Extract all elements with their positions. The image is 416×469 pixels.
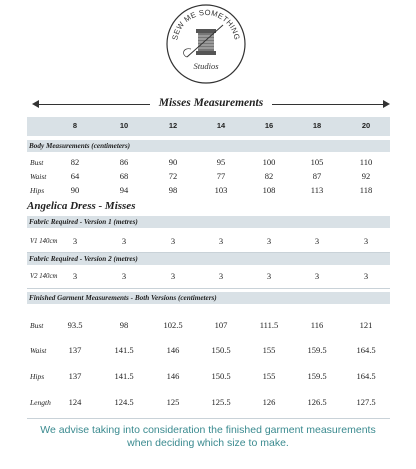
table-cell: 146	[166, 371, 180, 381]
table-cell: 3	[121, 236, 127, 246]
table-cell: 125	[166, 397, 180, 407]
table-cell: 3	[266, 236, 272, 246]
table-cell: 90	[70, 185, 80, 195]
table-cell: 98	[119, 320, 129, 330]
finished-heading-band	[27, 292, 390, 304]
table-cell: 107	[214, 320, 228, 330]
table-cell: 103	[214, 185, 228, 195]
table-cell: 110	[359, 157, 373, 167]
table-cell: 127.5	[356, 397, 376, 407]
table-cell: 3	[170, 271, 176, 281]
table-cell: 72	[168, 171, 178, 181]
row-label: Hips	[30, 186, 45, 195]
table-cell: 68	[119, 171, 129, 181]
size-header: 12	[168, 121, 178, 130]
table-cell: 146	[166, 345, 180, 355]
fabric-v2-heading-band	[27, 253, 390, 265]
table-cell: 159.5	[307, 371, 327, 381]
table-cell: 86	[119, 157, 129, 167]
table-cell: 150.5	[211, 371, 231, 381]
table-cell: 3	[266, 271, 272, 281]
size-header: 18	[312, 121, 322, 130]
table-cell: 3	[170, 236, 176, 246]
table-cell: 159.5	[307, 345, 327, 355]
table-cell: 3	[72, 271, 78, 281]
table-cell: 95	[216, 157, 226, 167]
table-cell: 105	[310, 157, 324, 167]
size-header: 14	[216, 121, 226, 130]
row-label: Length	[30, 398, 51, 407]
table-cell: 77	[216, 171, 226, 181]
table-cell: 3	[218, 236, 224, 246]
divider	[27, 418, 390, 419]
studio-logo	[165, 3, 247, 85]
logo-bottom-text: Studios	[193, 61, 219, 71]
table-cell: 150.5	[211, 345, 231, 355]
row-label: Bust	[30, 321, 44, 330]
size-header: 20	[361, 121, 371, 130]
logo-top-text: SEW ME SOMETHING	[170, 7, 242, 41]
table-cell: 82	[264, 171, 274, 181]
table-cell: 116	[310, 320, 324, 330]
fabric-v1-heading-band	[27, 216, 390, 228]
advice-note: We advise taking into consideration the finished garment measurements when deciding which size to make.	[40, 424, 376, 449]
table-cell: 98	[168, 185, 178, 195]
table-cell: 141.5	[114, 345, 134, 355]
body-measurements-heading-band	[27, 140, 390, 152]
table-cell: 118	[359, 185, 373, 195]
fabric-v1-heading: Fabric Required - Version 1 (metres)	[29, 218, 138, 226]
row-label: Bust	[30, 158, 44, 167]
divider	[27, 288, 390, 289]
table-cell: 3	[363, 271, 369, 281]
table-cell: 164.5	[356, 345, 376, 355]
table-cell: 3	[314, 271, 320, 281]
table-cell: 126	[262, 397, 276, 407]
table-cell: 93.5	[67, 320, 83, 330]
size-header: 16	[264, 121, 274, 130]
finished-heading: Finished Garment Measurements - Both Versions (centimeters)	[29, 294, 217, 302]
row-label: Waist	[30, 346, 47, 355]
row-label: V2 140cm	[30, 273, 58, 280]
table-cell: 64	[70, 171, 80, 181]
table-cell: 137	[68, 371, 82, 381]
table-cell: 126.5	[307, 397, 327, 407]
table-cell: 92	[361, 171, 371, 181]
dress-title: Angelica Dress - Misses	[27, 200, 136, 212]
table-cell: 121	[359, 320, 373, 330]
table-cell: 124.5	[114, 397, 134, 407]
table-cell: 3	[363, 236, 369, 246]
table-cell: 3	[121, 271, 127, 281]
table-cell: 94	[119, 185, 129, 195]
row-label: Waist	[30, 172, 47, 181]
table-cell: 124	[68, 397, 82, 407]
table-cell: 155	[262, 345, 276, 355]
table-cell: 3	[72, 236, 78, 246]
table-cell: 111.5	[259, 320, 279, 330]
table-cell: 113	[310, 185, 324, 195]
size-header: 10	[119, 121, 129, 130]
table-cell: 3	[314, 236, 320, 246]
table-cell: 164.5	[356, 371, 376, 381]
table-cell: 102.5	[163, 320, 183, 330]
title-row	[32, 97, 390, 113]
arrow-right-icon	[383, 100, 390, 108]
table-cell: 87	[312, 171, 322, 181]
table-cell: 137	[68, 345, 82, 355]
table-cell: 3	[218, 271, 224, 281]
table-cell: 108	[262, 185, 276, 195]
table-cell: 155	[262, 371, 276, 381]
row-label: Hips	[30, 372, 45, 381]
table-cell: 82	[70, 157, 80, 167]
table-cell: 100	[262, 157, 276, 167]
row-label: V1 140cm	[30, 238, 58, 245]
body-measurements-heading: Body Measurements (centimeters)	[29, 142, 131, 150]
table-cell: 125.5	[211, 397, 231, 407]
table-cell: 141.5	[114, 371, 134, 381]
size-header: 8	[72, 121, 78, 130]
table-cell: 90	[168, 157, 178, 167]
fabric-v2-heading: Fabric Required - Version 2 (metres)	[29, 255, 138, 263]
arrow-line-right	[272, 104, 384, 105]
page-title: Misses Measurements	[158, 97, 264, 109]
